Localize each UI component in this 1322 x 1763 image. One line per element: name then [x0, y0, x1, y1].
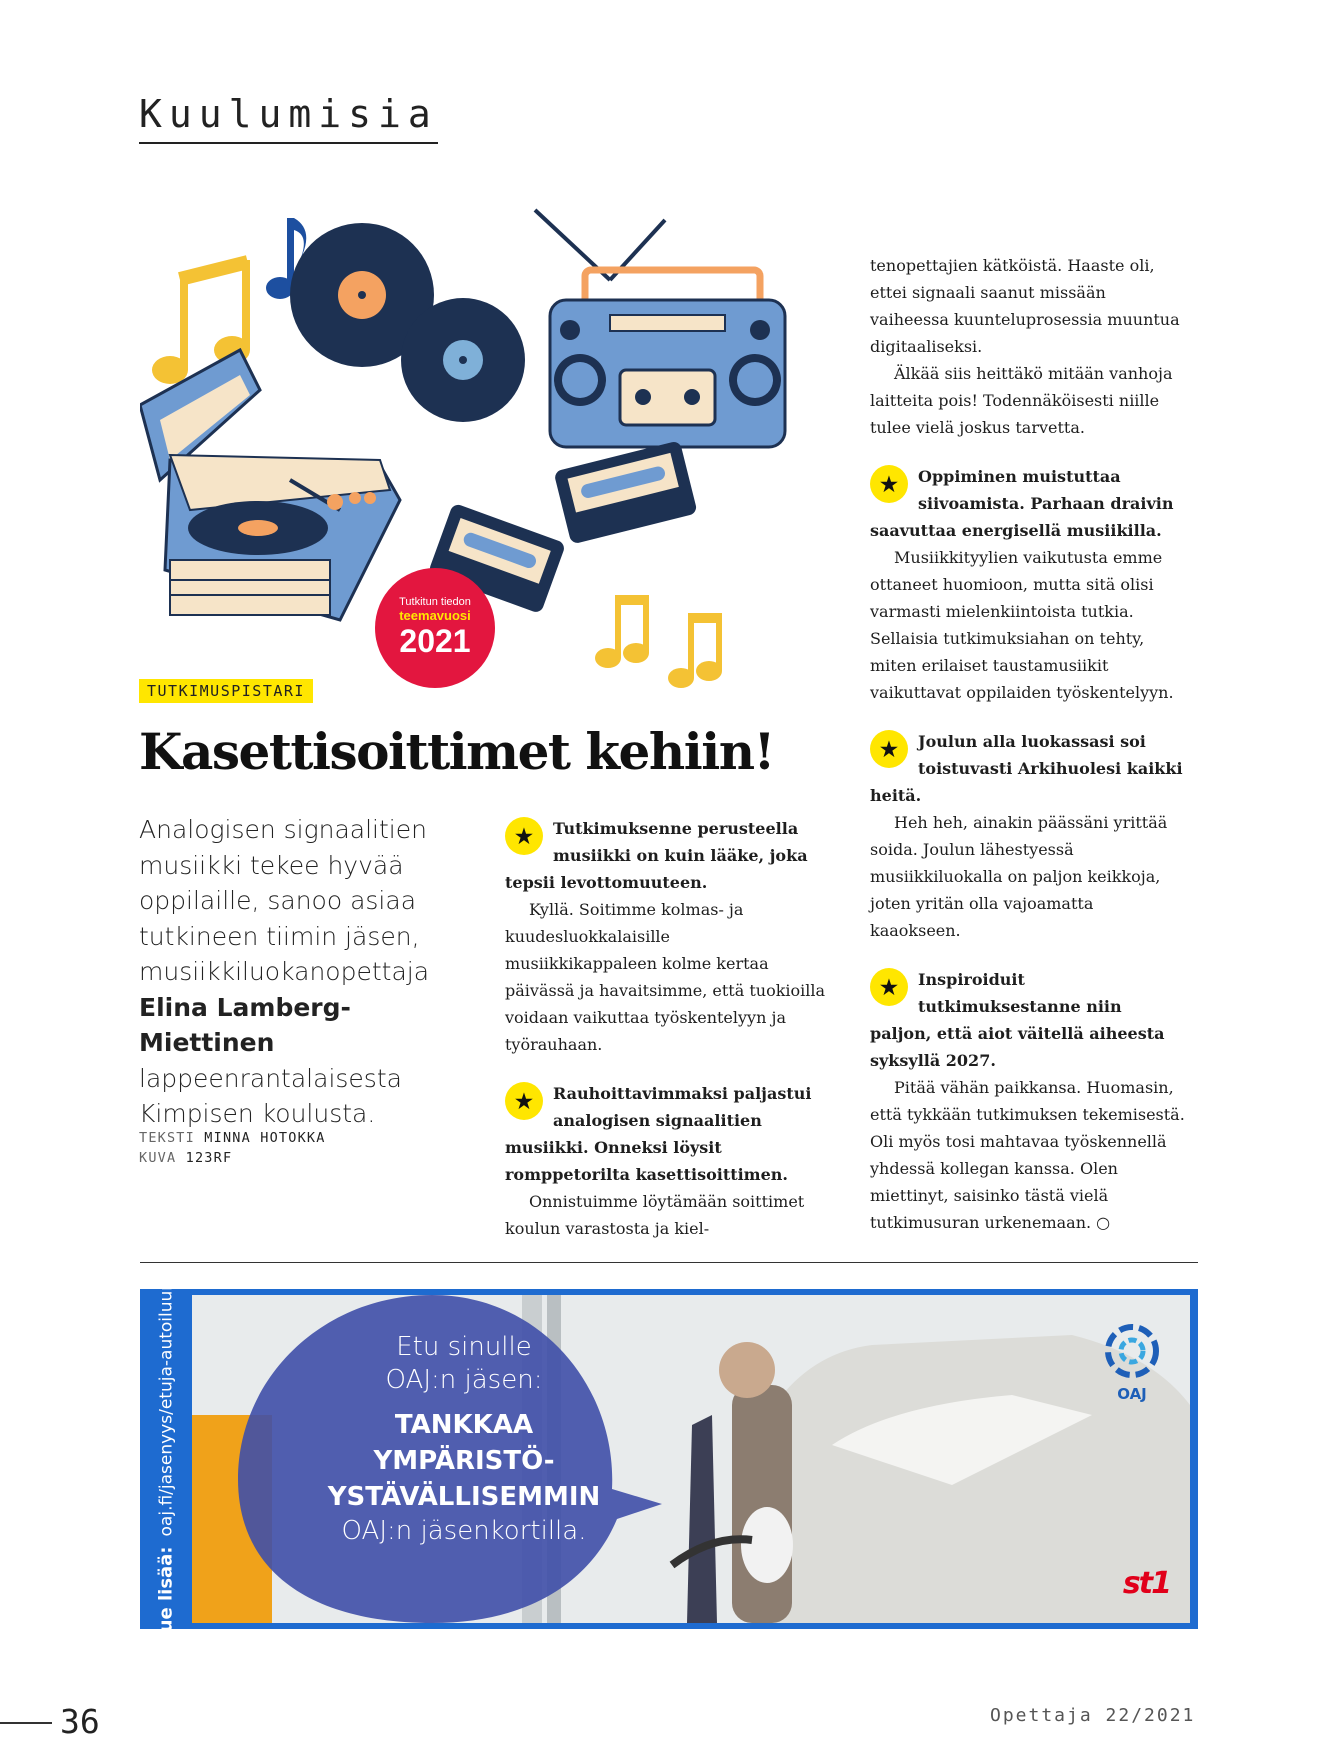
- star-icon: ★: [505, 1082, 543, 1120]
- page-number: 36: [60, 1702, 100, 1741]
- star-icon: ★: [870, 968, 908, 1006]
- credit-label: TEKSTI: [139, 1130, 195, 1146]
- music-note-icon: [595, 595, 722, 688]
- star-icon: ★: [505, 817, 543, 855]
- answer-2-continued: tenopettajien kätköistä. Haaste oli, ettei signaali saanut missään vaiheessa kuunteluprosessia muuntua digitaaliseksi.: [870, 256, 1180, 356]
- badge-line2: teemavuosi: [399, 608, 471, 623]
- ad-url: oaj.fi/jasenyys/etuja-autoiluun/: [156, 1274, 177, 1537]
- lede-text: Analogisen signaalitien musiikki tekee hyvää oppilaille, sanoo asiaa tutkineen tiimin jäsen, musiikkiluokanopettaja: [139, 815, 430, 986]
- divider: [140, 1262, 1198, 1263]
- ad-line-1: Etu sinulle: [396, 1332, 532, 1362]
- retro-music-illustration: [140, 200, 820, 690]
- question-1: ★ Tutkimuksenne perusteella musiikki on kuin lääke, joka tepsii levottomuuteen.: [505, 819, 808, 892]
- answer-3: Musiikkityylien vaikutusta emme ottaneet huomioon, mutta sitä olisi varmasti mielenkiintoista tutkia. Sellaisia tutkimuksiahan on tehty, miten erilaiset taustamusiikit vaikuttavat oppilaiden työskentelyyn.: [870, 548, 1174, 702]
- article-column-3: [870, 252, 1188, 1236]
- footer-line: [0, 1722, 52, 1724]
- ad-photo-area: [192, 1295, 1190, 1623]
- record-player-icon: [140, 350, 400, 620]
- question-4: ★ Joulun alla luokassasi soi toistuvasti Arkihuolesi kaikki heitä.: [870, 732, 1183, 805]
- oaj-logo: [1102, 1323, 1162, 1403]
- answer-2-more: Älkää siis heittäkö mitään vanhoja laitteita pois! Todennäköisesti niille tulee vielä joskus tarvetta.: [870, 364, 1173, 437]
- section-title: Kuulumisia: [139, 92, 438, 144]
- credit-author: MINNA HOTOKKA: [204, 1130, 326, 1146]
- question-2: ★ Rauhoittavimmaksi paljastui analogisen signaalitien musiikki. Onneksi löysit romppetorilta kasettisoittimen.: [505, 1084, 812, 1184]
- ad-line-2: OAJ:n jäsen:: [385, 1365, 543, 1395]
- boombox-icon: [535, 210, 785, 447]
- badge-year: 2021: [399, 623, 471, 659]
- oaj-st1-advertisement[interactable]: [140, 1274, 1198, 1644]
- ad-side-strip: [140, 1274, 192, 1644]
- oaj-logo-icon: [1104, 1323, 1160, 1379]
- lede-name: Elina Lamberg-Miettinen: [139, 992, 351, 1057]
- ad-bubble-text: [314, 1331, 614, 1548]
- st1-logo: st1: [1122, 1566, 1170, 1601]
- article-kicker: TUTKIMUSPISTARI: [139, 679, 313, 703]
- ad-headline-3: YSTÄVÄLLISEMMIN: [327, 1482, 601, 1512]
- badge-line1: Tutkitun tiedon: [399, 596, 471, 608]
- theme-year-badge: [375, 568, 495, 688]
- credit-photo: 123RF: [185, 1150, 233, 1166]
- lede-text-end: lappeenrantalaisesta Kimpisen koulusta.: [139, 1063, 402, 1128]
- star-icon: ★: [870, 730, 908, 768]
- ad-line-3: OAJ:n jäsenkortilla.: [341, 1516, 587, 1546]
- answer-1: Kyllä. Soitimme kolmas- ja kuudesluokkalaisille musiikkikappaleen kolme kertaa päivässä ja havaitsimme, että tuokioilla voidaan vaikuttaa työskentelyyn ja työrauhaan.: [505, 900, 826, 1054]
- answer-5: Pitää vähän paikkansa. Huomasin, että tykkään tutkimuksen tekemisestä. Oli myös tosi mahtavaa työskennellä yhdessä kollegan kanssa. Olen miettinyt, saisinko tästä vielä tutkimusuran urkenemaan. ○: [870, 1078, 1185, 1232]
- question-5: ★ Inspiroiduit tutkimuksestanne niin paljon, että aiot väitellä aiheesta syksyllä 2027.: [870, 970, 1165, 1070]
- vinyl-record-icon: [401, 298, 525, 422]
- article-credits: [139, 1128, 326, 1168]
- oaj-logo-label: OAJ: [1117, 1385, 1147, 1403]
- article-lede: [139, 812, 469, 1132]
- article-column-2: [505, 815, 827, 1242]
- ad-headline: [314, 1407, 614, 1515]
- ad-headline-2: YMPÄRISTÖ-: [373, 1446, 555, 1476]
- answer-4: Heh heh, ainakin päässäni yrittää soida. Joulun lähestyessä musiikkiluokalla on paljon keikkoja, joten yritän olla vajoamatta kaaokseen.: [870, 813, 1168, 940]
- question-3: ★ Oppiminen muistuttaa siivoamista. Parhaan draivin saavuttaa energisellä musiikilla.: [870, 467, 1174, 540]
- credit-label: KUVA: [139, 1150, 177, 1166]
- magazine-issue: Opettaja 22/2021: [990, 1705, 1196, 1726]
- ad-read-more: Lue lisää:: [155, 1546, 177, 1644]
- answer-2: Onnistuimme löytämään soittimet koulun varastosta ja kiel-: [505, 1192, 805, 1238]
- cassette-icon: [553, 440, 697, 544]
- star-icon: ★: [870, 465, 908, 503]
- article-headline: Kasettisoittimet kehiin!: [139, 722, 774, 781]
- ad-headline-1: TANKKAA: [394, 1410, 534, 1440]
